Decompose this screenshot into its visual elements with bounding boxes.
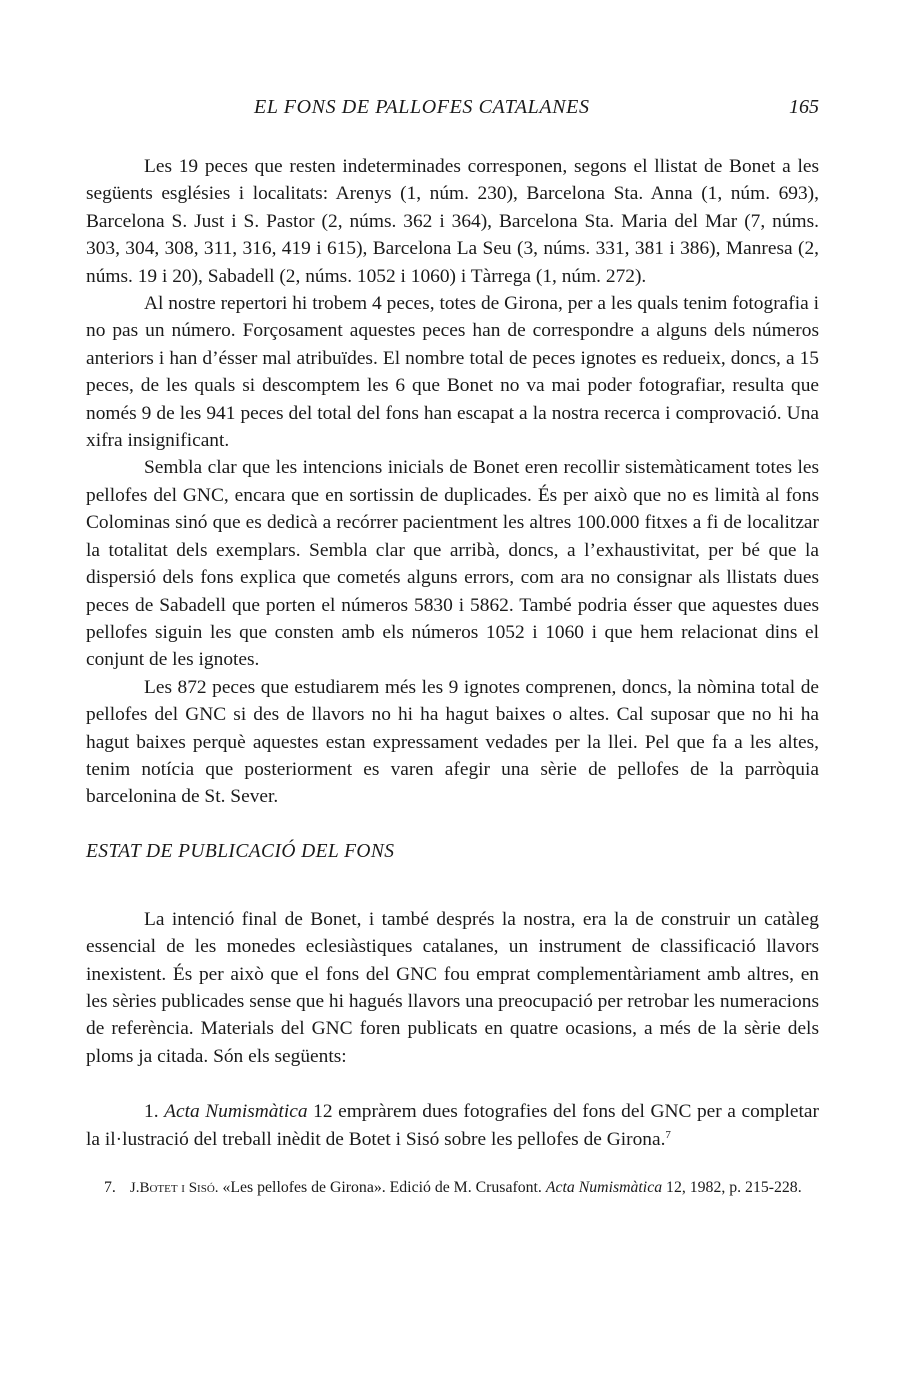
list-item-number: 1. <box>144 1101 159 1123</box>
page-number: 165 <box>789 96 819 118</box>
paragraph-4: Les 872 peces que estudiarem més les 9 ignotes comprenen, doncs, la nòmina total de pellofes del GNC si des de llavors no hi ha hagut baixes o altes. Cal suposar que no hi ha hagut baixes perquè aquestes estan expressament vedades per la llei. Pel que fa a les altes, tenim notícia que posteriorment es varen afegir una sèrie de pellofes de la parròquia barcelonina de St. Sever. <box>86 676 819 808</box>
paragraph-5: La intenció final de Bonet, i també després la nostra, era la de construir un catàleg essencial de les monedes eclesiàstiques catalanes, un instrument de classificació llavors inexistent. És per això que el fons del GNC fou emprat complementàriament amb altres, en les sèries publicades sense que hi hagués llavors una preocupació per retrobar les numeracions de referència. Materials del GNC foren publicats en quatre ocasions, a més de la sèrie dels ploms ja citada. Són els següents: <box>86 908 819 1067</box>
list-item-1 <box>86 1098 819 1153</box>
footnote-text: «Les pellofes de Girona». Edició de M. Crusafont. <box>218 1179 546 1196</box>
footnote-tail: 12, 1982, p. 215-228. <box>662 1179 802 1196</box>
section-heading: ESTAT DE PUBLICACIÓ DEL FONS <box>86 840 395 862</box>
body-text <box>86 153 819 1199</box>
footnote-journal: Acta Numismàtica <box>545 1179 663 1196</box>
footnote-number: 7. <box>104 1179 116 1196</box>
journal-title: Acta Numismàtica <box>164 1101 308 1123</box>
footnote <box>86 1177 819 1199</box>
paragraph-2: Al nostre repertori hi trobem 4 peces, totes de Girona, per a les quals tenim fotografia i no pas un número. Forçosament aquestes peces han de correspondre a alguns dels números anteriors i han d’ésser mal atribuïdes. El nombre total de peces ignotes es redueix, doncs, a 15 peces, de les quals si descomptem les 6 que Bonet no va mai poder fotografiar, resulta que només 9 de les 941 peces del total del fons han escapat a la nostra recerca i comprovació. Una xifra insignificant. <box>86 293 819 452</box>
paragraph-1: Les 19 peces que resten indeterminades corresponen, segons el llistat de Bonet a les següents esglésies i localitats: Arenys (1, núm. 230), Barcelona Sta. Anna (1, núm. 693), Barcelona S. Just i S. Pastor (2, núms. 362 i 364), Barcelona Sta. Maria del Mar (7, núms. 303, 304, 308, 311, 316, 419 i 615), Barcelona La Seu (3, núms. 331, 381 i 386), Manresa (2, núms. 19 i 20), Sabadell (2, núms. 1052 i 1060) i Tàrrega (1, núm. 272). <box>86 156 819 287</box>
list-item-text: 12 empràrem dues fotografies del fons del GNC per a completar la il·lustració del treball inèdit de Botet i Sisó sobre les pellofes de Girona. <box>86 1101 819 1150</box>
footnote-author: J.Botet i Sisó. <box>129 1180 219 1196</box>
paragraph-3: Sembla clar que les intencions inicials de Bonet eren recollir sistemàticament totes les pellofes del GNC, encara que en sortissin de duplicades. És per això que no es limità al fons Colominas sinó que es dedicà a recórrer pacientment les altres 100.000 fitxes a fi de localitzar la totalitat dels exemplars. Sembla clar que arribà, doncs, a l’exhaustivitat, per bé que la dispersió dels fons explica que cometés alguns errors, com ara no consignar als llistats dues peces de Sabadell que porten el números 5830 i 5862. També podria ésser que aquestes dues pellofes siguin les que consten amb els números 1052 i 1060 i que hem relacionat dins el conjunt de les ignotes. <box>86 457 819 671</box>
running-title: EL FONS DE PALLOFES CATALANES <box>254 96 590 118</box>
footnote-ref: 7 <box>665 1128 671 1141</box>
